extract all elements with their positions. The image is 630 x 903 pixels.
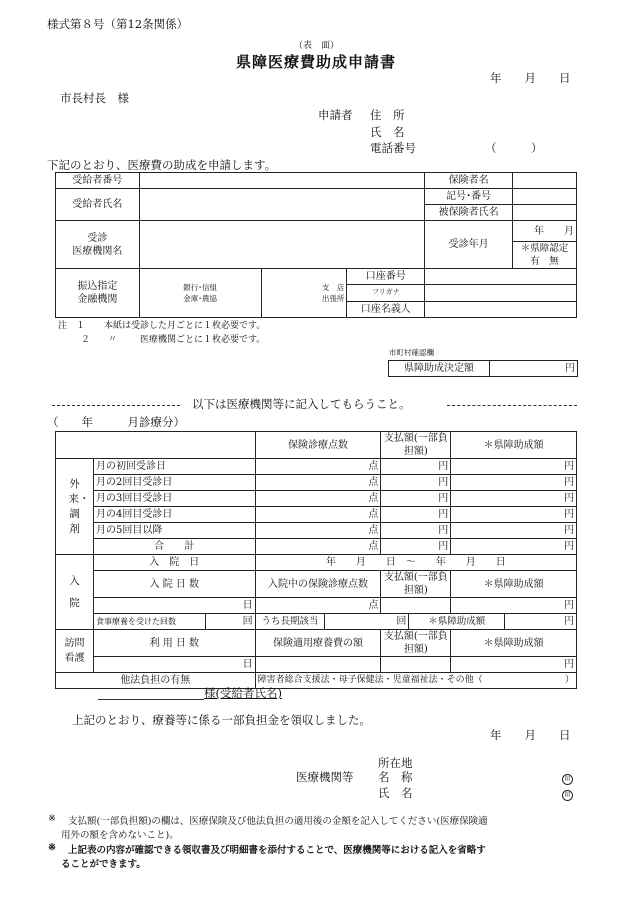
visiting-label: 訪問看護 — [56, 630, 94, 673]
inpatient-pay-label: 支払額(一部負担額) — [381, 571, 451, 598]
account-holder-label: 口座名義人 — [347, 301, 425, 317]
visiting-pay-label: 支払額(一部負担額) — [381, 630, 451, 657]
confirm-table — [388, 360, 578, 377]
insured-name-label: 被保険者氏名 — [425, 205, 513, 221]
point-field[interactable]: 点 — [255, 539, 381, 555]
inpatient-aid-field[interactable]: 円 — [451, 598, 577, 614]
branch-types: 支 店 出張所 — [261, 269, 347, 318]
payment-field[interactable]: 円 — [381, 459, 451, 475]
clinic-label: 受診 医療機関名 — [56, 221, 140, 269]
outpatient-label: 外来・調剤 — [56, 459, 94, 555]
phone-label: 電話番号 — [370, 141, 416, 155]
application-table — [55, 172, 577, 318]
recipient-number-field[interactable] — [139, 173, 424, 189]
medical-table — [55, 431, 577, 689]
visiting-aid-label: ＊県障助成額 — [451, 630, 577, 657]
symbol-number-field[interactable] — [513, 189, 577, 205]
point-field[interactable]: 点 — [255, 475, 381, 491]
insurer-name-label: 保険者名 — [425, 173, 513, 189]
meal-aid-field[interactable]: 円 — [505, 614, 577, 630]
aid-field[interactable]: 円 — [451, 475, 577, 491]
phone-paren: （ ） — [485, 141, 543, 155]
symbol-number-label: 記号･番号 — [425, 189, 513, 205]
furigana-label: フリガナ — [347, 285, 425, 301]
point-field[interactable]: 点 — [255, 459, 381, 475]
receipt-statement: 上記のとおり、療養等に係る一部負担金を領収しました。 — [72, 713, 371, 727]
form-number: 様式第８号（第12条関係） — [47, 17, 189, 31]
page-title: 県障医療費助成申請書 — [236, 53, 397, 71]
recipient-sama: 様(受給者氏名) — [204, 686, 282, 700]
addressee: 市長村長 様 — [60, 91, 129, 105]
insured-cost-field[interactable] — [255, 657, 381, 673]
admission-days-label: 入 院 日 数 — [93, 571, 255, 598]
header-points: 保険診療点数 — [255, 432, 381, 459]
usage-days-label: 利 用 日 数 — [93, 630, 255, 657]
side-label: （表 面） — [294, 41, 340, 51]
visiting-aid-field[interactable]: 円 — [451, 657, 577, 673]
bank-label: 振込指定 金融機関 — [56, 269, 140, 318]
visit-month-label: 受診年月 — [425, 221, 513, 269]
other-burden-close: ） — [564, 675, 574, 685]
insurer-name-field[interactable] — [513, 173, 577, 189]
footnote2-mark: ※ — [48, 842, 56, 853]
period-text: （ 年 月診療分） — [47, 415, 185, 429]
payment-field[interactable]: 円 — [381, 523, 451, 539]
meal-count-field[interactable]: 回 — [205, 614, 255, 630]
visiting-pay-field[interactable] — [381, 657, 451, 673]
location-label: 所在地 — [378, 756, 413, 770]
long-term-label: うち長期該当 — [255, 614, 325, 630]
aid-field[interactable]: 円 — [451, 491, 577, 507]
payment-field[interactable]: 円 — [381, 539, 451, 555]
outpatient-total: 合 計 — [93, 539, 255, 555]
admission-date-label: 入 院 日 — [93, 555, 255, 571]
payment-field[interactable]: 円 — [381, 491, 451, 507]
aid-field[interactable]: 円 — [451, 539, 577, 555]
note1: 本紙は受診した月ごとに１枚必要です。 — [104, 321, 266, 331]
other-burden-text: 障害者総合支援法・母子保健法・児童福祉法・その他（ — [257, 675, 483, 685]
section-divider-text: 以下は医療機関等に記入してもらうこと。 — [192, 397, 411, 411]
divider-left — [52, 405, 180, 406]
insured-cost-label: 保険適用療養費の額 — [255, 630, 381, 657]
applicant-label: 申請者 — [318, 108, 353, 122]
decision-field[interactable]: 円 — [490, 361, 578, 377]
outpatient-row: 月の3回目受診日 — [93, 491, 255, 507]
aid-field[interactable]: 円 — [451, 507, 577, 523]
bank-types: 銀行･信組 金庫･農協 — [139, 269, 261, 318]
person-name-label: 氏 名 — [378, 786, 413, 800]
inpatient-pay-field[interactable] — [381, 598, 451, 614]
divider-right — [447, 405, 577, 406]
admission-period[interactable]: 年 月 日 〜 年 月 日 — [255, 555, 576, 571]
footnote2-line1: 上記表の内容が確認できる領収書及び明細書を添付することで、医療機関等における記入を省略す — [68, 845, 486, 856]
outpatient-row: 月の5回目以降 — [93, 523, 255, 539]
seal-1: 印 — [562, 771, 573, 785]
point-field[interactable]: 点 — [255, 507, 381, 523]
address-label: 住 所 — [370, 108, 405, 122]
other-burden-label: 他法負担の有無 — [56, 673, 256, 689]
other-burden-field[interactable] — [255, 673, 576, 689]
admission-days-field[interactable]: 日 — [93, 598, 255, 614]
meal-aid-label: ＊県障助成額 — [409, 614, 505, 630]
header-aid: ＊県障助成額 — [451, 432, 577, 459]
note2: 医療機関ごとに１枚必要です。 — [140, 335, 266, 345]
date-line: 年 月 日 — [490, 71, 571, 85]
name-label: 氏 名 — [370, 125, 405, 139]
footnote2-line2: ることができます。 — [61, 859, 146, 870]
long-term-field[interactable]: 回 — [325, 614, 409, 630]
recipient-name-line — [98, 699, 204, 700]
clinic-field[interactable] — [139, 221, 424, 269]
visit-month-field[interactable]: 年 月 — [513, 221, 577, 242]
footnote1-line1: 支払額(一部負担額)の欄は、医療保険及び他法負担の適用後の金額を記入してください(医療保険適 — [68, 816, 488, 827]
header-payment: 支払額(一部負担額) — [381, 432, 451, 459]
certified-field[interactable]: ＊県障認定 有 無 — [513, 242, 577, 269]
recipient-name-label: 受給者氏名 — [56, 189, 140, 221]
aid-field[interactable]: 円 — [451, 459, 577, 475]
institution-name-label: 名 称 — [378, 770, 413, 784]
decision-label: 県障助成決定額 — [389, 361, 490, 377]
meal-count-label: 食事療養を受けた回数 — [93, 614, 205, 630]
account-number-field[interactable] — [425, 269, 577, 285]
inpatient-points-field[interactable]: 点 — [255, 598, 381, 614]
inpatient-aid-label: ＊県障助成額 — [451, 571, 577, 598]
footnote1-mark: ※ — [48, 813, 56, 824]
payment-field[interactable]: 円 — [381, 507, 451, 523]
aid-field[interactable]: 円 — [451, 523, 577, 539]
insured-name-field[interactable] — [513, 205, 577, 221]
point-field[interactable]: 点 — [255, 491, 381, 507]
intro-text: 下記のとおり、医療費の助成を申請します。 — [47, 158, 277, 172]
receipt-date: 年 月 日 — [490, 728, 571, 742]
account-number-label: 口座番号 — [347, 269, 425, 285]
inpatient-label: 入院 — [56, 555, 94, 630]
outpatient-row: 月の2回目受診日 — [93, 475, 255, 491]
account-holder-field[interactable] — [425, 301, 577, 317]
recipient-name-field[interactable] — [139, 189, 424, 221]
outpatient-row: 月の4回目受診日 — [93, 507, 255, 523]
furigana-field[interactable] — [425, 285, 577, 301]
footnote1-line2: 用外の額を含めないこと)。 — [61, 830, 179, 841]
seal-2: 印 — [562, 787, 573, 801]
usage-days-field[interactable]: 日 — [93, 657, 255, 673]
note1-prefix: 注 １ — [58, 321, 86, 331]
recipient-number-label: 受給者番号 — [56, 173, 140, 189]
confirm-label: 市町村確認欄 — [389, 348, 434, 357]
point-field[interactable]: 点 — [255, 523, 381, 539]
payment-field[interactable]: 円 — [381, 475, 451, 491]
note2-prefix: ２ 〃 — [81, 335, 118, 345]
outpatient-row: 月の初回受診日 — [93, 459, 255, 475]
institution-label: 医療機関等 — [296, 770, 354, 784]
inpatient-points-label: 入院中の保険診療点数 — [255, 571, 381, 598]
